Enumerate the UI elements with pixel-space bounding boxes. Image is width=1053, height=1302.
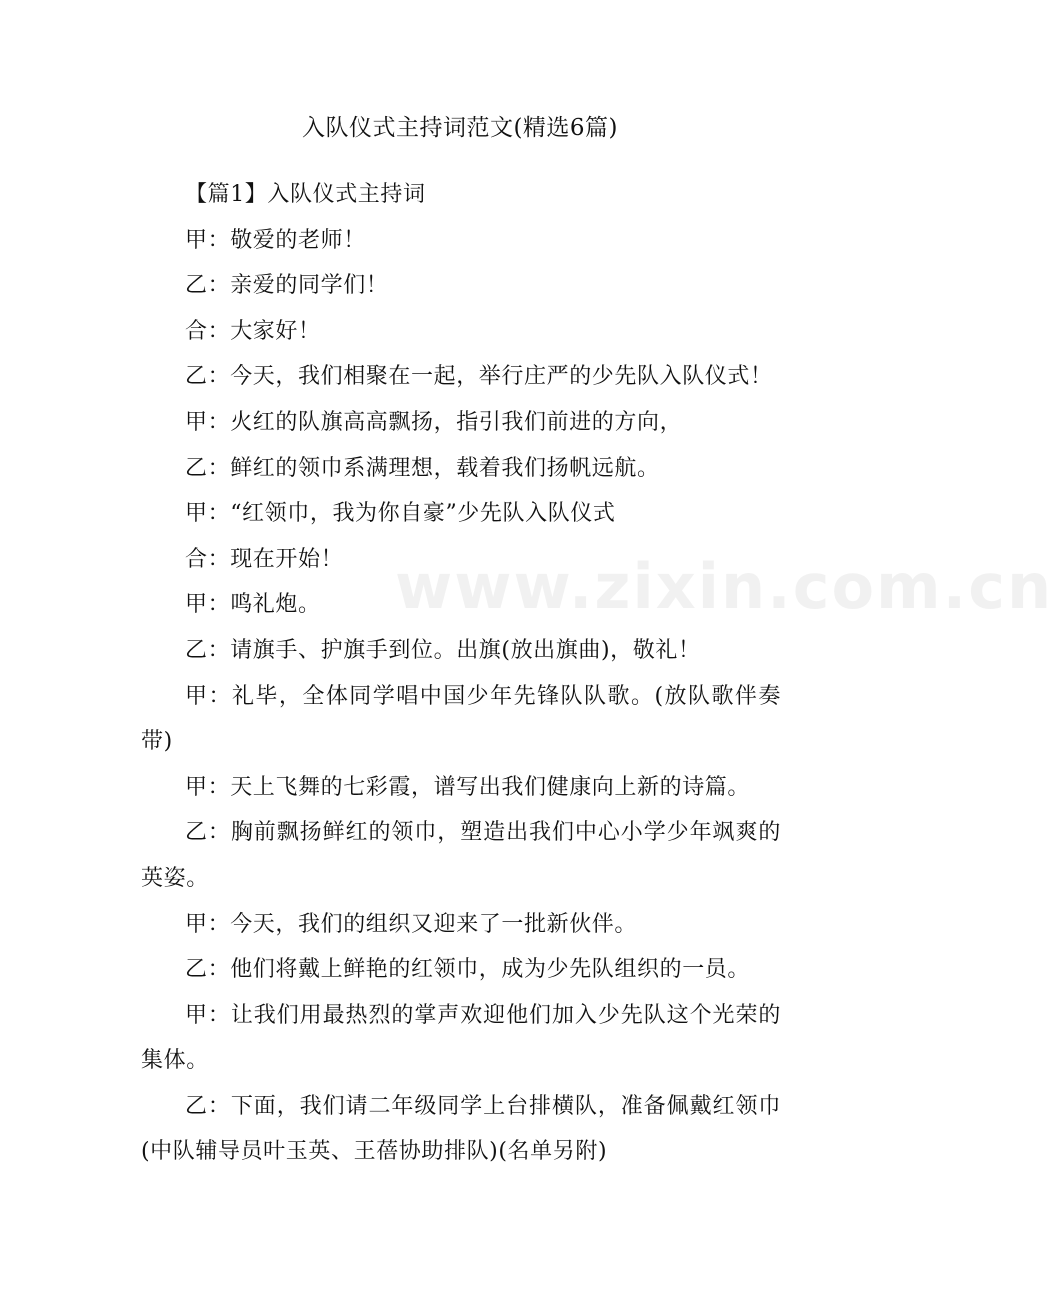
dialogue-line: 合：现在开始！ [185,546,344,572]
dialogue-line: 甲：礼毕，全体同学唱中国少年先锋队队歌。(放队歌伴奏带) [141,683,781,755]
dialogue-line: 乙：下面，我们请二年级同学上台排横队，准备佩戴红领巾(中队辅导员叶玉英、王蓓协助排队)(名单另附) [141,1093,781,1165]
dialogue-line: 乙：亲爱的同学们！ [185,273,389,299]
dialogue-line: 乙：今天，我们相聚在一起，举行庄严的少先队入队仪式！ [185,364,773,390]
dialogue-line: 甲：敬爱的老师！ [185,227,366,253]
dialogue-line: 甲：今天，我们的组织又迎来了一批新伙伴。 [185,911,638,937]
dialogue-line: 甲：鸣礼炮。 [185,592,321,618]
page-title: 入队仪式主持词范文(精选6篇) [301,115,619,141]
section-heading: 【篇1】入队仪式主持词 [185,182,426,207]
dialogue-line: 乙：胸前飘扬鲜红的领巾，塑造出我们中心小学少年飒爽的英姿。 [141,820,781,891]
watermark: www.zixin.com.cn [395,550,1053,623]
dialogue-line: 合：大家好！ [185,318,321,344]
dialogue-line: 乙：请旗手、护旗手到位。出旗(放出旗曲)，敬礼！ [185,637,701,663]
dialogue-line: 乙：他们将戴上鲜艳的红领巾，成为少先队组织的一员。 [185,957,751,983]
dialogue-line: 甲：天上飞舞的七彩霞，谱写出我们健康向上新的诗篇。 [185,774,751,800]
dialogue-line: 甲：火红的队旗高高飘扬，指引我们前进的方向， [185,409,683,435]
document-body [141,172,781,1175]
dialogue-line: 甲：让我们用最热烈的掌声欢迎他们加入少先队这个光荣的集体。 [141,1002,781,1074]
dialogue-line: 乙：鲜红的领巾系满理想，载着我们扬帆远航。 [185,455,660,481]
dialogue-line: 甲：“红领巾，我为你自豪”少先队入队仪式 [185,501,616,527]
